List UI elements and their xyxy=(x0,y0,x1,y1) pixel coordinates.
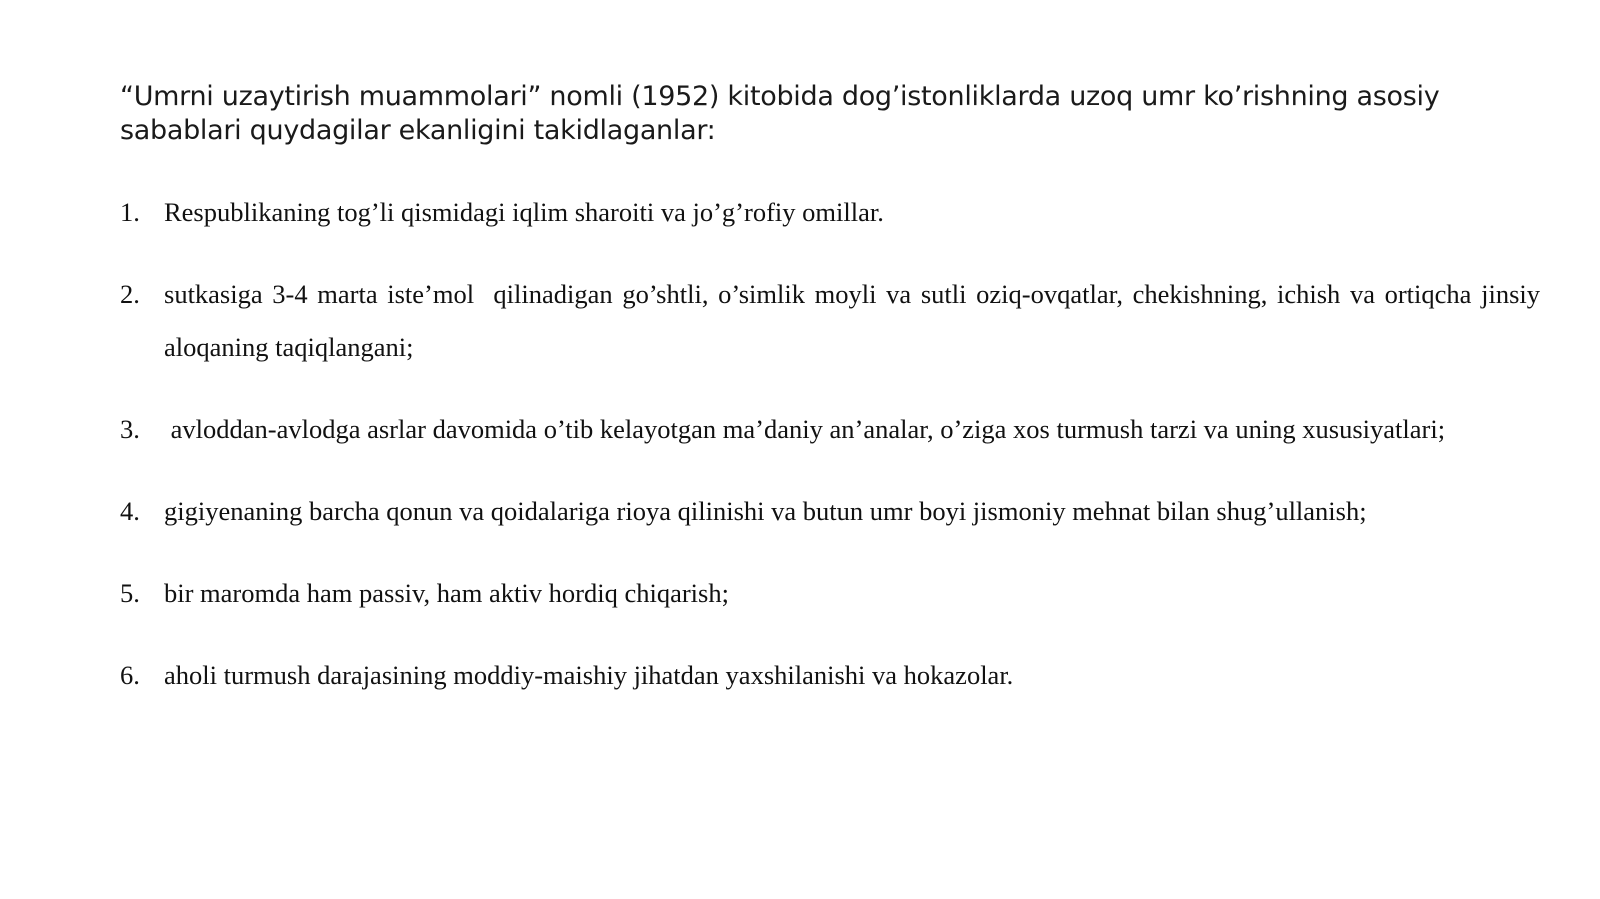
list-item xyxy=(120,485,1540,538)
list-item xyxy=(120,186,1540,239)
list-item xyxy=(120,649,1540,702)
list-item-text: gigiyenaning barcha qonun va qoidalariga rioya qilinishi va butun umr boyi jismoniy mehnat bilan shug’ullanish; xyxy=(164,496,1367,526)
reasons-list xyxy=(120,186,1547,731)
list-item-number: 3. xyxy=(120,414,140,444)
list-item xyxy=(120,403,1540,456)
list-item-text: avloddan-avlodga asrlar davomida o’tib kelayotgan ma’daniy an’analar, o’ziga xos turmush tarzi va uning xususiyatlari; xyxy=(164,414,1446,444)
slide-title: “Umrni uzaytirish muammolari” nomli (1952) kitobida dog’istonliklarda uzoq umr ko’rishning asosiy sabablari quydagilar ekanligini takidlaganlar: xyxy=(120,81,1440,146)
list-item xyxy=(120,268,1547,374)
list-item-number: 6. xyxy=(120,660,140,690)
list-item-number: 5. xyxy=(120,578,140,608)
list-item xyxy=(120,567,1540,620)
list-item-number: 4. xyxy=(120,496,140,526)
list-item-text: aholi turmush darajasining moddiy-maishiy jihatdan yaxshilanishi va hokazolar. xyxy=(164,660,1014,690)
list-item-number: 1. xyxy=(120,197,140,227)
list-item-text: sutkasiga 3-4 marta iste’mol qilinadigan go’shtli, o’simlik moyli va sutli oziq-ovqatlar, chekishning, ichish va ortiqcha jinsiy aloqaning taqiqlangani; xyxy=(164,279,1547,362)
list-item-text: Respublikaning tog’li qismidagi iqlim sharoiti va jo’g’rofiy omillar. xyxy=(164,197,884,227)
list-item-text: bir maromda ham passiv, ham aktiv hordiq chiqarish; xyxy=(164,578,729,608)
list-item-number: 2. xyxy=(120,279,140,309)
